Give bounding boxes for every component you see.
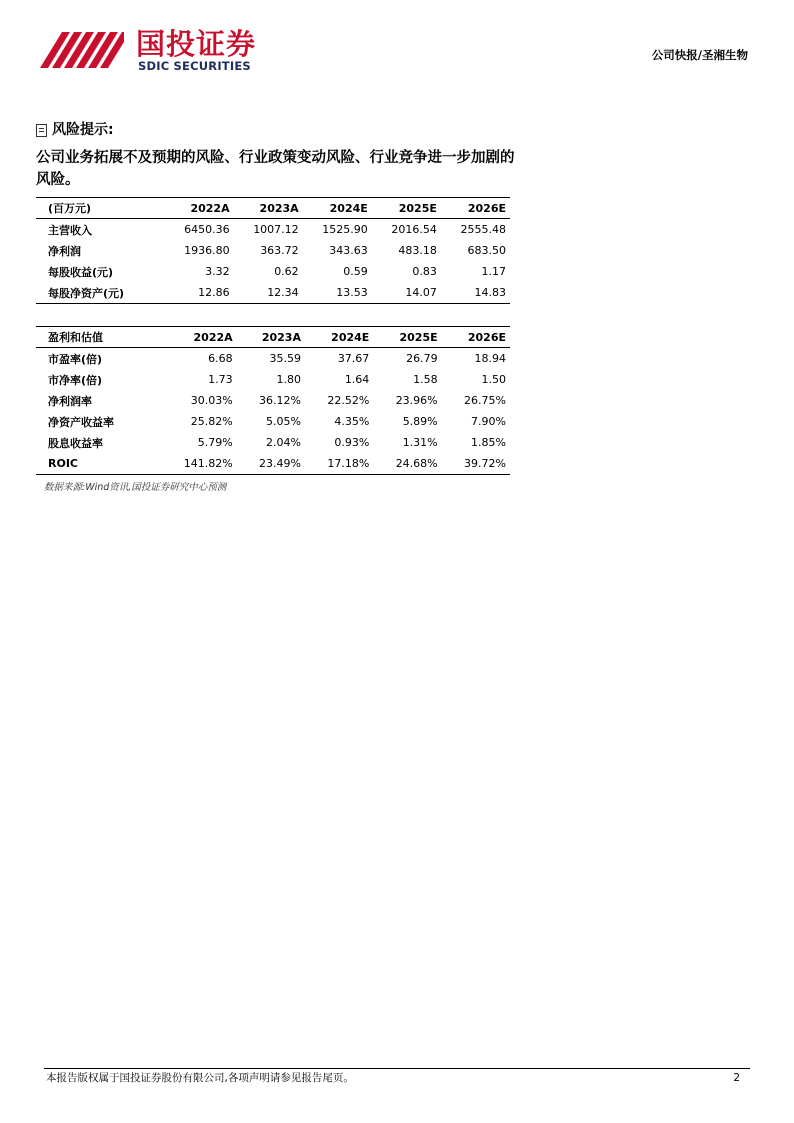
table-row — [36, 390, 510, 411]
table-cell: 39.72% — [442, 453, 510, 475]
logo-english-name: SDIC SECURITIES — [138, 59, 251, 73]
table-cell: 1.31% — [402, 436, 438, 449]
table-cell: 1.50 — [481, 373, 506, 386]
financials-table — [36, 197, 510, 304]
table-row — [36, 411, 510, 432]
table-cell: 22.52% — [327, 394, 370, 407]
table-cell: 141.82% — [158, 453, 237, 475]
table-cell: 18.94 — [474, 352, 506, 365]
column-header: 2022A — [158, 327, 237, 348]
table-cell: 5.79% — [197, 436, 233, 449]
table-cell: 1.17 — [481, 265, 506, 278]
table-cell: 483.18 — [398, 244, 437, 257]
table-cell: 1525.90 — [322, 223, 368, 236]
table-cell: 12.86 — [165, 282, 234, 304]
table-cell: 23.49% — [237, 453, 305, 475]
document-icon — [36, 124, 47, 137]
column-header: 盈利和估值 — [36, 327, 158, 348]
table-row — [36, 348, 510, 370]
table-row — [36, 369, 510, 390]
table-cell: 1.80 — [276, 373, 301, 386]
table-cell: 12.34 — [234, 282, 303, 304]
risk-section-title — [36, 121, 114, 139]
table-cell: 0.83 — [412, 265, 437, 278]
table-cell: 26.75% — [464, 394, 506, 407]
table-cell: 343.63 — [329, 244, 368, 257]
row-label: 主营收入 — [48, 223, 92, 237]
report-type-label: 公司快报/圣湘生物 — [651, 48, 748, 62]
logo-chinese-name: 国投证券 — [136, 27, 257, 61]
footer-disclaimer: 本报告版权属于国投证券股份有限公司,各项声明请参见报告尾页。 — [46, 1072, 354, 1084]
table-row — [36, 432, 510, 453]
table-cell: 1.58 — [413, 373, 438, 386]
row-label: 每股收益(元) — [48, 265, 114, 279]
table-cell: 35.59 — [269, 352, 301, 365]
table-row — [36, 240, 510, 261]
table-row — [36, 261, 510, 282]
table-cell: 6450.36 — [184, 223, 230, 236]
valuation-table — [36, 326, 510, 475]
table-row — [36, 282, 510, 304]
table-cell: 13.53 — [303, 282, 372, 304]
column-header: 2026E — [441, 198, 510, 219]
table-cell: 2.04% — [266, 436, 301, 449]
column-header: 2023A — [237, 327, 305, 348]
row-label: 市净率(倍) — [48, 373, 103, 387]
table-cell: 7.90% — [471, 415, 506, 428]
column-header: 2025E — [373, 327, 441, 348]
table-cell: 3.32 — [205, 265, 230, 278]
table-cell: 26.79 — [406, 352, 438, 365]
table-cell: 36.12% — [259, 394, 301, 407]
row-label: 每股净资产(元) — [36, 282, 165, 304]
table-cell: 17.18% — [305, 453, 373, 475]
table-cell: 14.83 — [441, 282, 510, 304]
data-source-note: 数据来源:Wind资讯,国投证券研究中心预测 — [44, 482, 227, 493]
table-cell: 37.67 — [337, 352, 370, 365]
table-cell: 5.89% — [402, 415, 438, 428]
row-label: ROIC — [36, 453, 158, 475]
table-cell: 14.07 — [372, 282, 441, 304]
company-logo — [40, 26, 270, 76]
table-row — [36, 453, 510, 475]
column-header: 2024E — [305, 327, 373, 348]
column-header: (百万元) — [36, 198, 165, 219]
table-cell: 25.82% — [190, 415, 233, 428]
table-header-row — [36, 198, 510, 219]
table-cell: 0.62 — [274, 265, 299, 278]
table-cell: 1.85% — [471, 436, 506, 449]
column-header: 2022A — [165, 198, 234, 219]
page-number: 2 — [733, 1072, 740, 1084]
table-cell: 1936.80 — [184, 244, 230, 257]
row-label: 净资产收益率 — [48, 415, 114, 429]
table-cell: 363.72 — [260, 244, 299, 257]
row-label: 净利润 — [48, 244, 81, 258]
column-header: 2024E — [303, 198, 372, 219]
table-cell: 6.68 — [208, 352, 233, 365]
table-cell: 0.93% — [334, 436, 370, 449]
risk-description: 公司业务拓展不及预期的风险、行业政策变动风险、行业竞争进一步加剧的风险。 — [36, 150, 515, 188]
table-header-row — [36, 327, 510, 348]
table-cell: 2555.48 — [460, 223, 506, 236]
table-cell: 0.59 — [343, 265, 368, 278]
table-cell: 23.96% — [395, 394, 438, 407]
table-cell: 4.35% — [334, 415, 370, 428]
table-cell: 1.64 — [344, 373, 370, 386]
table-cell: 1.73 — [208, 373, 233, 386]
column-header: 2025E — [372, 198, 441, 219]
column-header: 2023A — [234, 198, 303, 219]
risk-title-text: 风险提示: — [52, 122, 114, 138]
row-label: 净利润率 — [48, 394, 92, 408]
table-cell: 2016.54 — [391, 223, 437, 236]
table-cell: 5.05% — [266, 415, 301, 428]
table-cell: 24.68% — [373, 453, 441, 475]
table-cell: 30.03% — [190, 394, 233, 407]
row-label: 市盈率(倍) — [48, 352, 103, 366]
column-header: 2026E — [442, 327, 510, 348]
table-cell: 683.50 — [467, 244, 506, 257]
row-label: 股息收益率 — [48, 436, 103, 450]
footer-divider — [44, 1068, 750, 1069]
table-cell: 1007.12 — [253, 223, 299, 236]
table-row — [36, 219, 510, 241]
logo-stripes-icon — [40, 30, 130, 70]
